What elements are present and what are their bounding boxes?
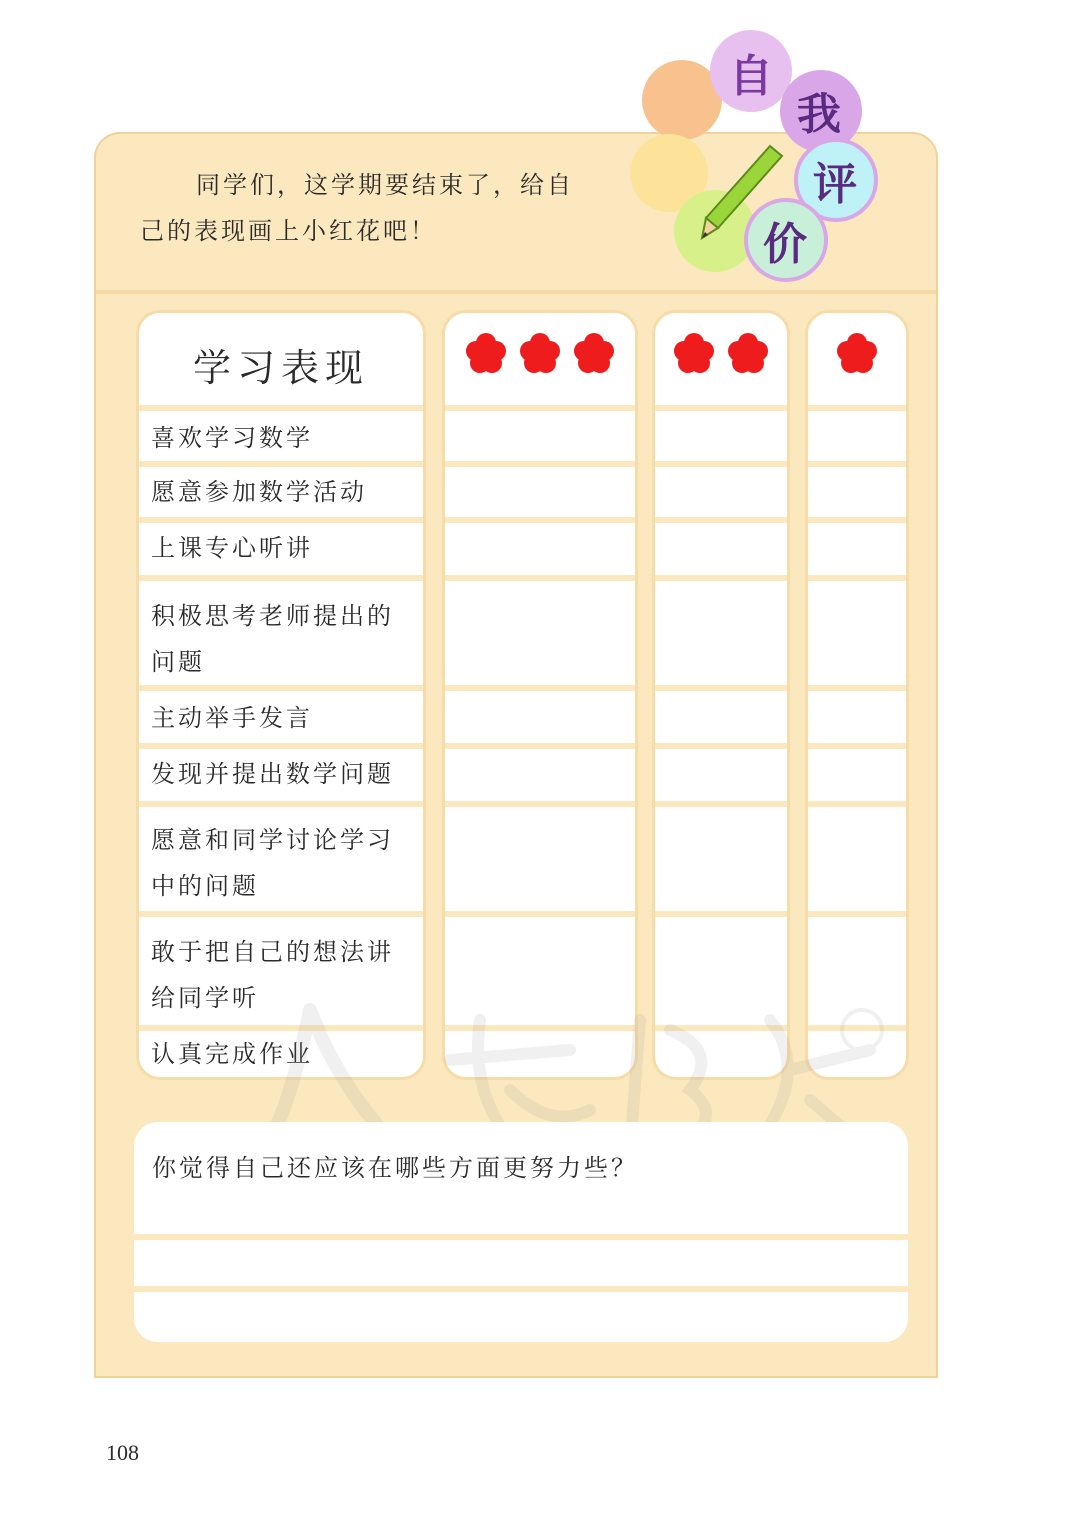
- row-label-4-line-1: 积极思考老师提出的: [151, 602, 394, 630]
- row-separator: [808, 743, 906, 749]
- row-separator: [139, 405, 423, 411]
- row-separator: [655, 911, 787, 917]
- row-separator: [808, 575, 906, 581]
- row-label-7-line-2: 中的问题: [151, 872, 259, 900]
- row-separator: [139, 575, 423, 581]
- row-separator: [655, 461, 787, 467]
- intro-text: [140, 162, 620, 254]
- row-separator: [445, 801, 635, 807]
- badge-char-jia: 价: [763, 219, 807, 270]
- row-separator: [808, 1025, 906, 1031]
- row-label-4-line-2: 问题: [151, 648, 205, 676]
- row-label-7: [151, 817, 421, 909]
- row-separator: [655, 575, 787, 581]
- row-separator: [808, 685, 906, 691]
- table-header-title: 学习表现: [192, 346, 369, 390]
- row-separator: [655, 685, 787, 691]
- one-flower: [808, 333, 906, 377]
- row-label-5: 主动举手发言: [151, 704, 313, 732]
- row-label-7-line-1: 愿意和同学讨论学习: [151, 826, 394, 854]
- row-separator: [655, 1025, 787, 1031]
- row-separator: [655, 517, 787, 523]
- row-separator: [139, 801, 423, 807]
- row-separator: [139, 743, 423, 749]
- page-number: 108: [106, 1440, 139, 1465]
- row-separator: [445, 1025, 635, 1031]
- row-separator: [139, 911, 423, 917]
- performance-column: [136, 310, 426, 1080]
- intro-line-1: 同学们，这学期要结束了，给自: [196, 171, 574, 199]
- row-label-3: 上课专心听讲: [151, 534, 313, 562]
- badge-char-wo: 我: [797, 89, 841, 140]
- row-separator: [655, 405, 787, 411]
- three-flowers: [445, 333, 635, 377]
- row-separator: [808, 911, 906, 917]
- row-separator: [808, 517, 906, 523]
- row-label-1: 喜欢学习数学: [151, 424, 313, 452]
- row-separator: [445, 911, 635, 917]
- row-label-8: [151, 929, 421, 1021]
- red-flower-icon: [520, 333, 560, 373]
- row-separator: [445, 461, 635, 467]
- reflection-question: 你觉得自己还应该在哪些方面更努力些？: [152, 1154, 638, 1182]
- row-label-8-line-1: 敢于把自己的想法讲: [151, 938, 394, 966]
- red-flower-icon: [728, 333, 768, 373]
- row-separator: [445, 743, 635, 749]
- row-separator: [655, 743, 787, 749]
- red-flower-icon: [574, 333, 614, 373]
- red-flower-icon: [466, 333, 506, 373]
- row-label-9: 认真完成作业: [151, 1040, 313, 1068]
- red-flower-icon: [674, 333, 714, 373]
- rating-column-1[interactable]: [805, 310, 909, 1080]
- row-label-4: [151, 593, 421, 685]
- header-divider: [96, 290, 936, 294]
- row-label-2: 愿意参加数学活动: [151, 478, 367, 506]
- rating-column-3[interactable]: [442, 310, 638, 1080]
- red-flower-icon: [837, 333, 877, 373]
- row-separator: [808, 801, 906, 807]
- row-separator: [445, 405, 635, 411]
- rating-column-2[interactable]: [652, 310, 790, 1080]
- row-label-8-line-2: 给同学听: [151, 984, 259, 1012]
- writing-line-1: [134, 1234, 908, 1240]
- badge-char-zi: 自: [729, 51, 773, 102]
- row-separator: [808, 405, 906, 411]
- row-separator: [139, 1025, 423, 1031]
- row-separator: [139, 517, 423, 523]
- badge-char-ping: 评: [813, 159, 857, 210]
- row-separator: [445, 517, 635, 523]
- two-flowers: [655, 333, 787, 377]
- self-evaluation-badge: [630, 30, 890, 280]
- row-separator: [445, 575, 635, 581]
- row-label-6: 发现并提出数学问题: [151, 760, 394, 788]
- writing-line-2: [134, 1286, 908, 1292]
- reflection-box[interactable]: [134, 1122, 908, 1342]
- row-separator: [445, 685, 635, 691]
- row-separator: [139, 461, 423, 467]
- row-separator: [139, 685, 423, 691]
- row-separator: [655, 801, 787, 807]
- row-separator: [808, 461, 906, 467]
- intro-line-2: 己的表现画上小红花吧！: [140, 217, 437, 245]
